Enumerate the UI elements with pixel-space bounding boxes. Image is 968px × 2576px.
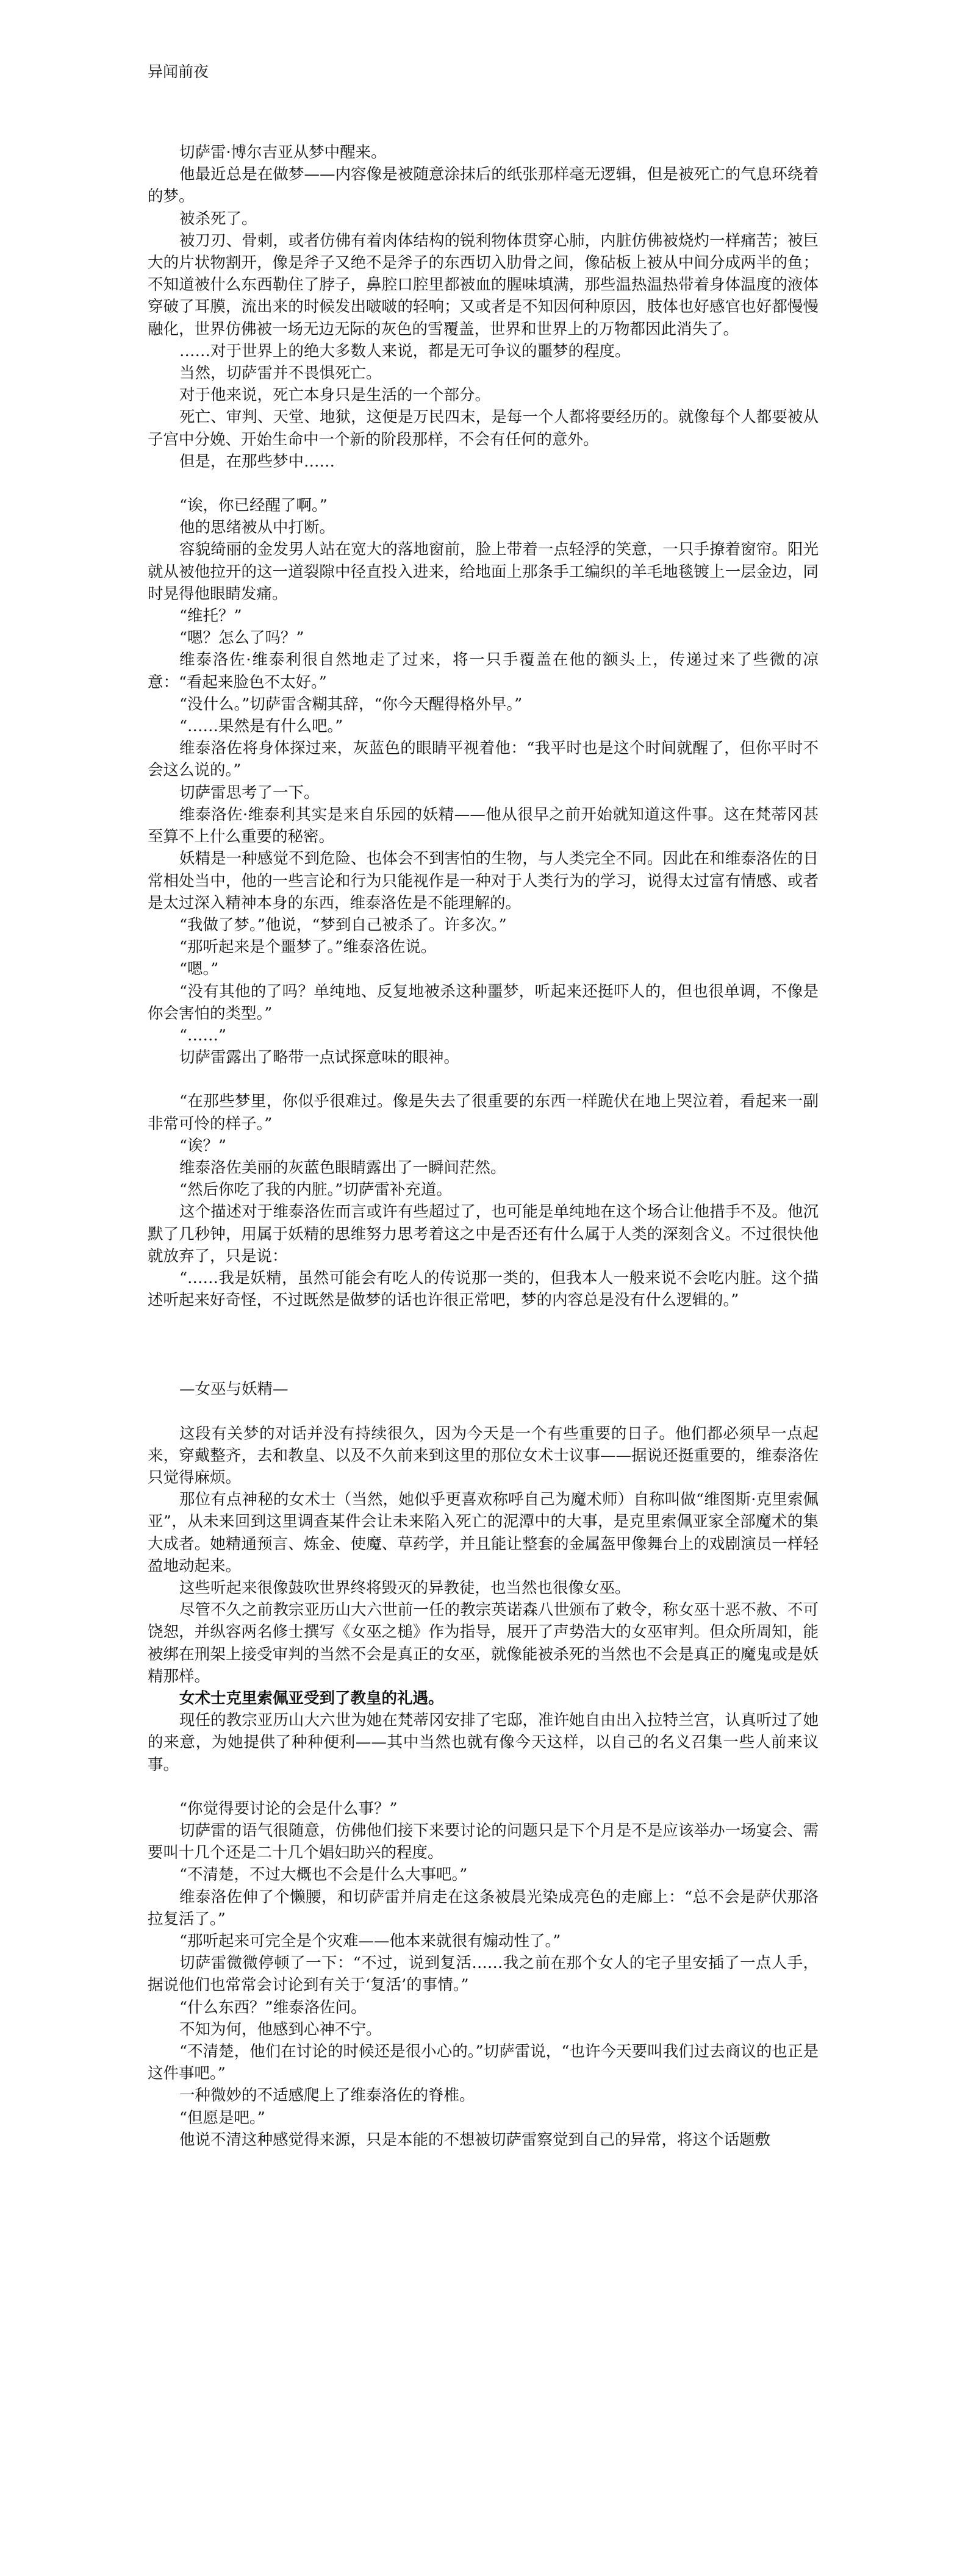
paragraph: 切萨雷的语气很随意，仿佛他们接下来要讨论的问题只是下个月是不是应该举办一场宴会、需要叫十几个还是二十几个娼妇助兴的程度。 <box>148 1822 819 1862</box>
paragraph: “然后你吃了我的内脏。”切萨雷补充道。 <box>179 1181 452 1200</box>
paragraph: “那听起来可完全是个灾难——他本来就很有煽动性了。” <box>179 1932 561 1951</box>
paragraph: “……” <box>179 1026 227 1045</box>
paragraph: 他最近总是在做梦——内容像是被随意涂抹后的纸张那样毫无逻辑，但是被死亡的气息环绕着的梦。 <box>148 165 819 206</box>
paragraph: 切萨雷微微停顿了一下：“不过，说到复活……我之前在那个女人的宅子里安插了一点人手，据说他们也常常会讨论到有关于‘复活’的事情。” <box>148 1954 819 1995</box>
blank-line <box>148 473 819 495</box>
paragraph: “什么东西？”维泰洛佐问。 <box>179 1998 367 2017</box>
paragraph: “嗯？怎么了吗？” <box>179 629 304 648</box>
paragraph: “没有其他的了吗？单纯地、反复地被杀这种噩梦，听起来还挺吓人的，但也很单调，不像是你会害怕的类型。” <box>148 982 819 1023</box>
section-heading: —女巫与妖精— <box>179 1380 289 1399</box>
paragraph: “你觉得要讨论的会是什么事？” <box>179 1799 398 1818</box>
section-part4 <box>148 1423 819 1776</box>
paragraph: 切萨雷露出了略带一点试探意味的眼神。 <box>179 1048 460 1067</box>
section-part3 <box>148 1090 819 1311</box>
document-body <box>148 141 819 2151</box>
paragraph: “没什么。”切萨雷含糊其辞，“你今天醒得格外早。” <box>179 695 523 714</box>
blank-line <box>148 1401 819 1423</box>
section-part6 <box>148 1798 819 2151</box>
paragraph: 尽管不久之前教宗亚历山大六世前一任的教宗英诺森八世颁布了敕令，称女巫十恶不赦、不可饶恕，并纵容两名修士撰写《女巫之槌》作为指导，展开了声势浩大的女巫审判。但众所周知，能被绑在刑架上接受审判的当然不会是真正的女巫，就像能被杀死的当然也不会是真正的魔鬼或是妖精那样。 <box>148 1601 819 1686</box>
paragraph: ……对于世界上的绝大多数人来说，都是无可争议的噩梦的程度。 <box>179 342 631 360</box>
paragraph: 这段有关梦的对话并没有持续很久，因为今天是一个有些重要的日子。他们都必须早一点起来，穿戴整齐，去和教皇、以及不久前来到这里的那位女术士议事——据说还挺重要的，维泰洛佐只觉得麻烦。 <box>148 1424 819 1487</box>
paragraph: 死亡、审判、天堂、地狱，这便是万民四末，是每一个人都将要经历的。就像每个人都要被从子宫中分娩、开始生命中一个新的阶段那样，不会有任何的意外。 <box>148 408 819 449</box>
paragraph: 容貌绮丽的金发男人站在宽大的落地窗前，脸上带着一点轻浮的笑意，一只手撩着窗帘。阳光就从被他拉开的这一道裂隙中径直投入进来，给地面上那条手工编织的羊毛地毯镀上一层金边，同时晃得他眼睛发痛。 <box>148 540 819 603</box>
paragraph: 他说不清这种感觉得来源，只是本能的不想被切萨雷察觉到自己的异常，将这个话题敷 <box>179 2130 771 2149</box>
paragraph: 当然，切萨雷并不畏惧死亡。 <box>179 364 382 383</box>
paragraph: 但是，在那些梦中…… <box>179 452 335 471</box>
paragraph: 对于他来说，死亡本身只是生活的一个部分。 <box>179 386 491 405</box>
paragraph: 维泰洛佐将身体探过来，灰蓝色的眼睛平视着他：“我平时也是这个时间就醒了，但你平时不会这么说的。” <box>148 739 819 780</box>
document-title: 异闻前夜 <box>148 63 209 80</box>
paragraph: 维泰洛佐美丽的灰蓝色眼睛露出了一瞬间茫然。 <box>179 1158 506 1177</box>
blank-line <box>148 1068 819 1090</box>
paragraph: 被杀死了。 <box>179 209 257 228</box>
paragraph: 维泰洛佐伸了个懒腰，和切萨雷并肩走在这条被晨光染成亮色的走廊上：“总不会是萨伏那洛拉复活了。” <box>148 1887 819 1928</box>
paragraph: 维泰洛佐·维泰利很自然地走了过来，将一只手覆盖在他的额头上，传递过来了些微的凉意：“看起来脸色不太好。” <box>148 651 819 692</box>
paragraph: “……果然是有什么吧。” <box>179 717 343 736</box>
paragraph: 这些听起来很像鼓吹世界终将毁灭的异教徒，也当然也很像女巫。 <box>179 1578 631 1597</box>
paragraph: “那听起来是个噩梦了。”维泰洛佐说。 <box>179 938 437 957</box>
bold-paragraph: 女术士克里索佩亚受到了教皇的礼遇。 <box>179 1689 444 1708</box>
paragraph: 维泰洛佐·维泰利其实是来自乐园的妖精——他从很早之前开始就知道这件事。这在梵蒂冈甚至算不上什么重要的秘密。 <box>148 805 819 846</box>
paragraph: “诶？” <box>179 1136 227 1155</box>
paragraph: “不清楚，他们在讨论的时候还是很小心的。”切萨雷说，“也许今天要叫我们过去商议的也正是这件事吧。” <box>148 2042 819 2083</box>
paragraph: “……我是妖精，虽然可能会有吃人的传说那一类的，但我本人一般来说不会吃内脏。这个描述听起来好奇怪，不过既然是做梦的话也许很正常吧，梦的内容总是没有什么逻辑的。” <box>148 1268 819 1310</box>
paragraph: 切萨雷思考了一下。 <box>179 783 320 802</box>
paragraph: 被刀刃、骨刺，或者仿佛有着肉体结构的锐利物体贯穿心肺，内脏仿佛被烧灼一样痛苦；被巨大的片状物割开，像是斧子又绝不是斧子的东西切入肋骨之间，像砧板上被从中间分成两半的鱼；不知道被什么东西勒住了脖子，鼻腔口腔里都被血的腥味填满，那些温热温热带着身体温度的液体穿破了耳膜，流出来的时候发出啵啵的轻响；又或者是不知因何种原因，肢体也好感官也好都慢慢融化，世界仿佛被一场无边无际的灰色的雪覆盖，世界和世界上的万物都因此消失了。 <box>148 231 819 338</box>
paragraph: 他的思绪被从中打断。 <box>179 518 335 537</box>
paragraph: “我做了梦。”他说，“梦到自己被杀了。许多次。” <box>179 915 507 934</box>
paragraph: 这个描述对于维泰洛佐而言或许有些超过了，也可能是单纯地在这个场合让他措手不及。他沉默了几秒钟，用属于妖精的思维努力思考着这之中是否还有什么属于人类的深刻含义。不过很快他就放弃了，只是说： <box>148 1203 819 1265</box>
paragraph: 切萨雷·博尔吉亚从梦中醒来。 <box>179 143 387 162</box>
section-part1 <box>148 141 819 473</box>
section-break <box>148 1311 819 1378</box>
paragraph: “诶，你已经醒了啊。” <box>179 496 328 515</box>
paragraph: 那位有点神秘的女术士（当然，她似乎更喜欢称呼自己为魔术师）自称叫做“维图斯·克里索佩亚”，从未来回到这里调查某件会让未来陷入死亡的泥潭中的大事，是克里索佩亚家全部魔术的集大成者。她精通预言、炼金、使魔、草药学，并且能让整套的金属盔甲像舞台上的戏剧演员一样轻盈地动起来。 <box>148 1490 819 1575</box>
paragraph: 妖精是一种感觉不到危险、也体会不到害怕的生物，与人类完全不同。因此在和维泰洛佐的日常相处当中，他的一些言论和行为只能视作是一种对于人类行为的学习，说得太过富有情感、或者是太过深入精神本身的东西，维泰洛佐是不能理解的。 <box>148 850 819 912</box>
paragraph: 一种微妙的不适感爬上了维泰洛佐的脊椎。 <box>179 2086 475 2105</box>
paragraph: “维托？” <box>179 607 242 626</box>
section-part2 <box>148 495 819 1068</box>
paragraph: 现任的教宗亚历山大六世为她在梵蒂冈安排了宅邸，准许她自由出入拉特兰宫，认真听过了她的来意，为她提供了种种便利——其中当然也就有像今天这样，以自己的名义召集一些人前来议事。 <box>148 1711 819 1774</box>
paragraph: “嗯。” <box>179 960 219 979</box>
blank-line <box>148 1776 819 1798</box>
paragraph: “不清楚，不过大概也不会是什么大事吧。” <box>179 1866 468 1884</box>
paragraph: “在那些梦里，你似乎很难过。像是失去了很重要的东西一样跪伏在地上哭泣着，看起来一副非常可怜的样子。” <box>148 1092 819 1133</box>
paragraph: “但愿是吧。” <box>179 2108 265 2127</box>
paragraph: 不知为何，他感到心神不宁。 <box>179 2020 382 2039</box>
